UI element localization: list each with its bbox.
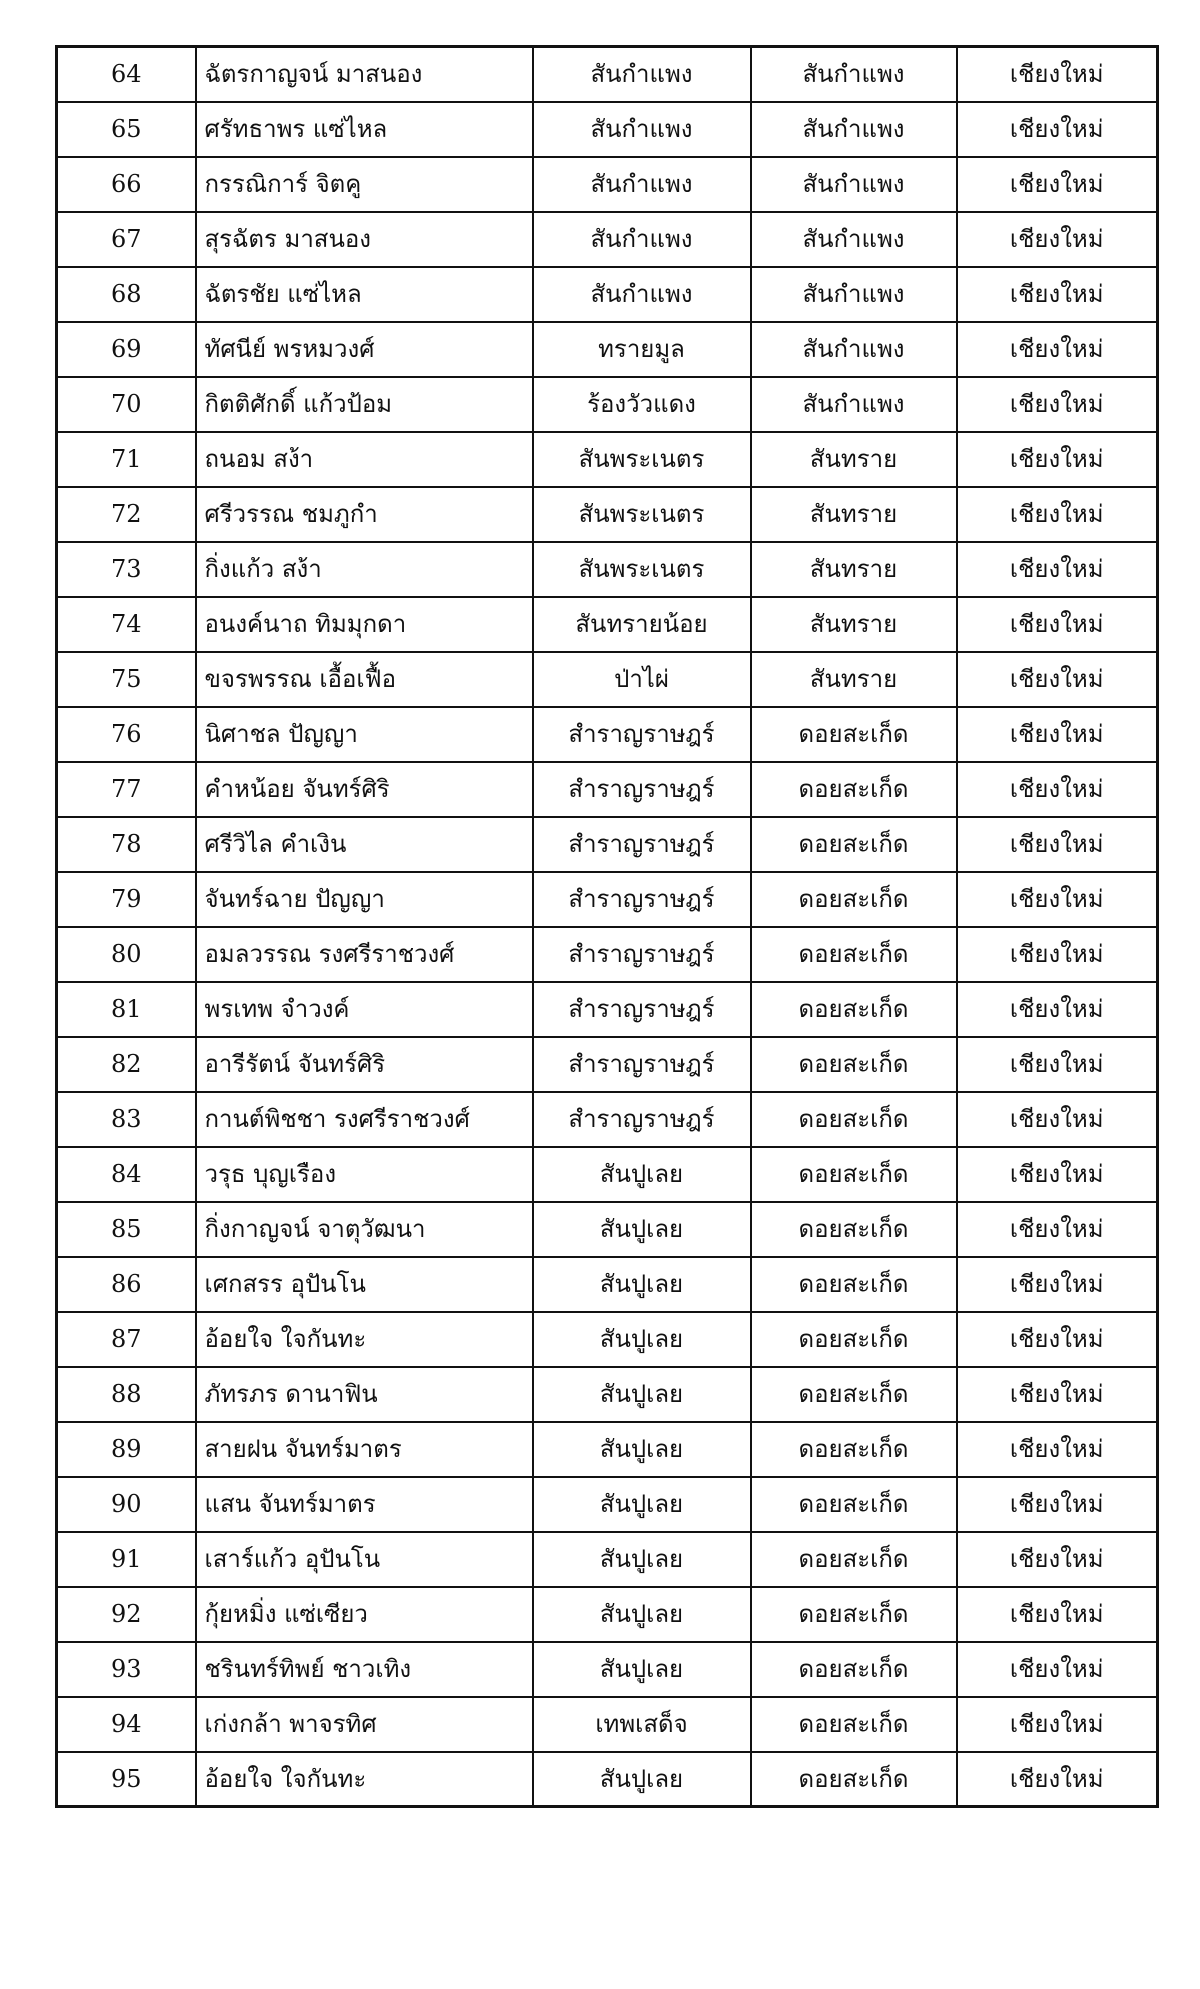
table-row	[57, 1587, 1158, 1642]
subdistrict-cell: สันปูเลย	[533, 1752, 751, 1807]
province-cell: เชียงใหม่	[957, 927, 1158, 982]
table-row	[57, 102, 1158, 157]
subdistrict-cell: สันพระเนตร	[533, 542, 751, 597]
province-cell: เชียงใหม่	[957, 377, 1158, 432]
person-name: ขจรพรรณ เอื้อเฟื้อ	[196, 652, 533, 707]
table-row	[57, 1697, 1158, 1752]
province-cell: เชียงใหม่	[957, 1202, 1158, 1257]
province-cell: เชียงใหม่	[957, 1752, 1158, 1807]
person-name: กิ่งกาญจน์ จาตุวัฒนา	[196, 1202, 533, 1257]
subdistrict-cell: สำราญราษฎร์	[533, 872, 751, 927]
table-row	[57, 377, 1158, 432]
table-row	[57, 927, 1158, 982]
row-number: 73	[57, 542, 196, 597]
person-name: เก่งกล้า พาจรทิศ	[196, 1697, 533, 1752]
roster-table	[55, 45, 1159, 1808]
person-name: นิศาชล ปัญญา	[196, 707, 533, 762]
province-cell: เชียงใหม่	[957, 322, 1158, 377]
table-row	[57, 1092, 1158, 1147]
table-row	[57, 1202, 1158, 1257]
table-row	[57, 872, 1158, 927]
row-number: 83	[57, 1092, 196, 1147]
district-cell: สันกำแพง	[751, 377, 957, 432]
province-cell: เชียงใหม่	[957, 212, 1158, 267]
district-cell: ดอยสะเก็ด	[751, 1312, 957, 1367]
province-cell: เชียงใหม่	[957, 542, 1158, 597]
person-name: กุ้ยหมิ่ง แซ่เซียว	[196, 1587, 533, 1642]
table-row	[57, 487, 1158, 542]
district-cell: ดอยสะเก็ด	[751, 927, 957, 982]
district-cell: สันทราย	[751, 487, 957, 542]
subdistrict-cell: สันปูเลย	[533, 1532, 751, 1587]
subdistrict-cell: สันกำแพง	[533, 212, 751, 267]
person-name: อ้อยใจ ใจกันทะ	[196, 1752, 533, 1807]
person-name: อ้อยใจ ใจกันทะ	[196, 1312, 533, 1367]
subdistrict-cell: สันพระเนตร	[533, 487, 751, 542]
province-cell: เชียงใหม่	[957, 982, 1158, 1037]
row-number: 75	[57, 652, 196, 707]
row-number: 88	[57, 1367, 196, 1422]
subdistrict-cell: สำราญราษฎร์	[533, 1037, 751, 1092]
district-cell: สันทราย	[751, 597, 957, 652]
district-cell: ดอยสะเก็ด	[751, 1697, 957, 1752]
district-cell: ดอยสะเก็ด	[751, 1587, 957, 1642]
district-cell: ดอยสะเก็ด	[751, 707, 957, 762]
row-number: 86	[57, 1257, 196, 1312]
person-name: คำหน้อย จันทร์ศิริ	[196, 762, 533, 817]
row-number: 87	[57, 1312, 196, 1367]
province-cell: เชียงใหม่	[957, 1037, 1158, 1092]
row-number: 89	[57, 1422, 196, 1477]
person-name: แสน จันทร์มาตร	[196, 1477, 533, 1532]
person-name: ภัทรภร ดานาฟิน	[196, 1367, 533, 1422]
table-row	[57, 47, 1158, 102]
person-name: จันทร์ฉาย ปัญญา	[196, 872, 533, 927]
district-cell: ดอยสะเก็ด	[751, 1367, 957, 1422]
row-number: 78	[57, 817, 196, 872]
subdistrict-cell: ทรายมูล	[533, 322, 751, 377]
province-cell: เชียงใหม่	[957, 817, 1158, 872]
province-cell: เชียงใหม่	[957, 762, 1158, 817]
subdistrict-cell: สำราญราษฎร์	[533, 1092, 751, 1147]
table-row	[57, 542, 1158, 597]
province-cell: เชียงใหม่	[957, 487, 1158, 542]
district-cell: ดอยสะเก็ด	[751, 1257, 957, 1312]
row-number: 80	[57, 927, 196, 982]
row-number: 82	[57, 1037, 196, 1092]
table-row	[57, 652, 1158, 707]
province-cell: เชียงใหม่	[957, 1367, 1158, 1422]
subdistrict-cell: สำราญราษฎร์	[533, 817, 751, 872]
district-cell: สันกำแพง	[751, 47, 957, 102]
province-cell: เชียงใหม่	[957, 157, 1158, 212]
province-cell: เชียงใหม่	[957, 47, 1158, 102]
row-number: 70	[57, 377, 196, 432]
table-row	[57, 762, 1158, 817]
district-cell: ดอยสะเก็ด	[751, 1037, 957, 1092]
row-number: 79	[57, 872, 196, 927]
province-cell: เชียงใหม่	[957, 267, 1158, 322]
table-row	[57, 267, 1158, 322]
subdistrict-cell: สำราญราษฎร์	[533, 762, 751, 817]
subdistrict-cell: สันทรายน้อย	[533, 597, 751, 652]
row-number: 66	[57, 157, 196, 212]
province-cell: เชียงใหม่	[957, 1312, 1158, 1367]
district-cell: ดอยสะเก็ด	[751, 1752, 957, 1807]
table-row	[57, 1367, 1158, 1422]
province-cell: เชียงใหม่	[957, 652, 1158, 707]
person-name: พรเทพ จำวงค์	[196, 982, 533, 1037]
subdistrict-cell: เทพเสด็จ	[533, 1697, 751, 1752]
district-cell: ดอยสะเก็ด	[751, 982, 957, 1037]
province-cell: เชียงใหม่	[957, 597, 1158, 652]
district-cell: ดอยสะเก็ด	[751, 872, 957, 927]
row-number: 92	[57, 1587, 196, 1642]
subdistrict-cell: สันกำแพง	[533, 102, 751, 157]
district-cell: ดอยสะเก็ด	[751, 1092, 957, 1147]
person-name: เสาร์แก้ว อุปันโน	[196, 1532, 533, 1587]
table-row	[57, 212, 1158, 267]
row-number: 77	[57, 762, 196, 817]
person-name: สายฝน จันทร์มาตร	[196, 1422, 533, 1477]
table-row	[57, 1037, 1158, 1092]
subdistrict-cell: สำราญราษฎร์	[533, 707, 751, 762]
subdistrict-cell: สันปูเลย	[533, 1642, 751, 1697]
person-name: อนงค์นาถ ทิมมุกดา	[196, 597, 533, 652]
district-cell: สันกำแพง	[751, 102, 957, 157]
province-cell: เชียงใหม่	[957, 1532, 1158, 1587]
subdistrict-cell: สันกำแพง	[533, 267, 751, 322]
person-name: อารีรัตน์ จันทร์ศิริ	[196, 1037, 533, 1092]
district-cell: สันกำแพง	[751, 157, 957, 212]
row-number: 94	[57, 1697, 196, 1752]
subdistrict-cell: ร้องวัวแดง	[533, 377, 751, 432]
row-number: 90	[57, 1477, 196, 1532]
subdistrict-cell: สันปูเลย	[533, 1477, 751, 1532]
subdistrict-cell: สันปูเลย	[533, 1367, 751, 1422]
province-cell: เชียงใหม่	[957, 1422, 1158, 1477]
province-cell: เชียงใหม่	[957, 102, 1158, 157]
row-number: 64	[57, 47, 196, 102]
row-number: 65	[57, 102, 196, 157]
subdistrict-cell: สันปูเลย	[533, 1587, 751, 1642]
person-name: ศรัทธาพร แซ่ไหล	[196, 102, 533, 157]
district-cell: สันกำแพง	[751, 322, 957, 377]
table-row	[57, 322, 1158, 377]
subdistrict-cell: สันปูเลย	[533, 1257, 751, 1312]
row-number: 93	[57, 1642, 196, 1697]
table-row	[57, 1532, 1158, 1587]
district-cell: ดอยสะเก็ด	[751, 1202, 957, 1257]
row-number: 74	[57, 597, 196, 652]
subdistrict-cell: สันปูเลย	[533, 1202, 751, 1257]
person-name: ทัศนีย์ พรหมวงศ์	[196, 322, 533, 377]
district-cell: สันทราย	[751, 432, 957, 487]
person-name: ศรีวิไล คำเงิน	[196, 817, 533, 872]
province-cell: เชียงใหม่	[957, 1257, 1158, 1312]
table-row	[57, 817, 1158, 872]
person-name: กานต์พิชชา รงศรีราชวงศ์	[196, 1092, 533, 1147]
table-row	[57, 982, 1158, 1037]
person-name: เศกสรร อุปันโน	[196, 1257, 533, 1312]
province-cell: เชียงใหม่	[957, 872, 1158, 927]
province-cell: เชียงใหม่	[957, 1697, 1158, 1752]
table-row	[57, 1642, 1158, 1697]
province-cell: เชียงใหม่	[957, 1587, 1158, 1642]
province-cell: เชียงใหม่	[957, 1092, 1158, 1147]
district-cell: ดอยสะเก็ด	[751, 762, 957, 817]
row-number: 76	[57, 707, 196, 762]
row-number: 72	[57, 487, 196, 542]
row-number: 68	[57, 267, 196, 322]
person-name: ศรีวรรณ ชมภูกำ	[196, 487, 533, 542]
row-number: 69	[57, 322, 196, 377]
row-number: 85	[57, 1202, 196, 1257]
person-name: กิ่งแก้ว สง้า	[196, 542, 533, 597]
subdistrict-cell: สันพระเนตร	[533, 432, 751, 487]
table-row	[57, 1257, 1158, 1312]
table-row	[57, 432, 1158, 487]
province-cell: เชียงใหม่	[957, 432, 1158, 487]
subdistrict-cell: สำราญราษฎร์	[533, 982, 751, 1037]
district-cell: ดอยสะเก็ด	[751, 1147, 957, 1202]
table-row	[57, 157, 1158, 212]
row-number: 67	[57, 212, 196, 267]
person-name: กิตติศักดิ์ แก้วป้อม	[196, 377, 533, 432]
person-name: ชรินทร์ทิพย์ ชาวเทิง	[196, 1642, 533, 1697]
table-row	[57, 1312, 1158, 1367]
table-row	[57, 1422, 1158, 1477]
subdistrict-cell: สันกำแพง	[533, 157, 751, 212]
district-cell: ดอยสะเก็ด	[751, 1532, 957, 1587]
province-cell: เชียงใหม่	[957, 707, 1158, 762]
person-name: ฉัตรกาญจน์ มาสนอง	[196, 47, 533, 102]
person-name: ฉัตรชัย แซ่ไหล	[196, 267, 533, 322]
subdistrict-cell: สำราญราษฎร์	[533, 927, 751, 982]
subdistrict-cell: สันปูเลย	[533, 1312, 751, 1367]
person-name: ถนอม สง้า	[196, 432, 533, 487]
table-row	[57, 1477, 1158, 1532]
table-row	[57, 1147, 1158, 1202]
province-cell: เชียงใหม่	[957, 1147, 1158, 1202]
row-number: 81	[57, 982, 196, 1037]
district-cell: สันทราย	[751, 652, 957, 707]
district-cell: ดอยสะเก็ด	[751, 1477, 957, 1532]
roster-body	[57, 47, 1158, 1807]
person-name: วรุธ บุญเรือง	[196, 1147, 533, 1202]
row-number: 91	[57, 1532, 196, 1587]
subdistrict-cell: ป่าไผ่	[533, 652, 751, 707]
person-name: กรรณิการ์ จิตคู	[196, 157, 533, 212]
table-row	[57, 1752, 1158, 1807]
district-cell: สันกำแพง	[751, 212, 957, 267]
district-cell: สันทราย	[751, 542, 957, 597]
district-cell: ดอยสะเก็ด	[751, 1422, 957, 1477]
table-row	[57, 707, 1158, 762]
person-name: อมลวรรณ รงศรีราชวงศ์	[196, 927, 533, 982]
province-cell: เชียงใหม่	[957, 1477, 1158, 1532]
person-name: สุรฉัตร มาสนอง	[196, 212, 533, 267]
district-cell: ดอยสะเก็ด	[751, 817, 957, 872]
province-cell: เชียงใหม่	[957, 1642, 1158, 1697]
row-number: 71	[57, 432, 196, 487]
row-number: 95	[57, 1752, 196, 1807]
row-number: 84	[57, 1147, 196, 1202]
table-row	[57, 597, 1158, 652]
subdistrict-cell: สันปูเลย	[533, 1147, 751, 1202]
subdistrict-cell: สันปูเลย	[533, 1422, 751, 1477]
district-cell: สันกำแพง	[751, 267, 957, 322]
district-cell: ดอยสะเก็ด	[751, 1642, 957, 1697]
subdistrict-cell: สันกำแพง	[533, 47, 751, 102]
